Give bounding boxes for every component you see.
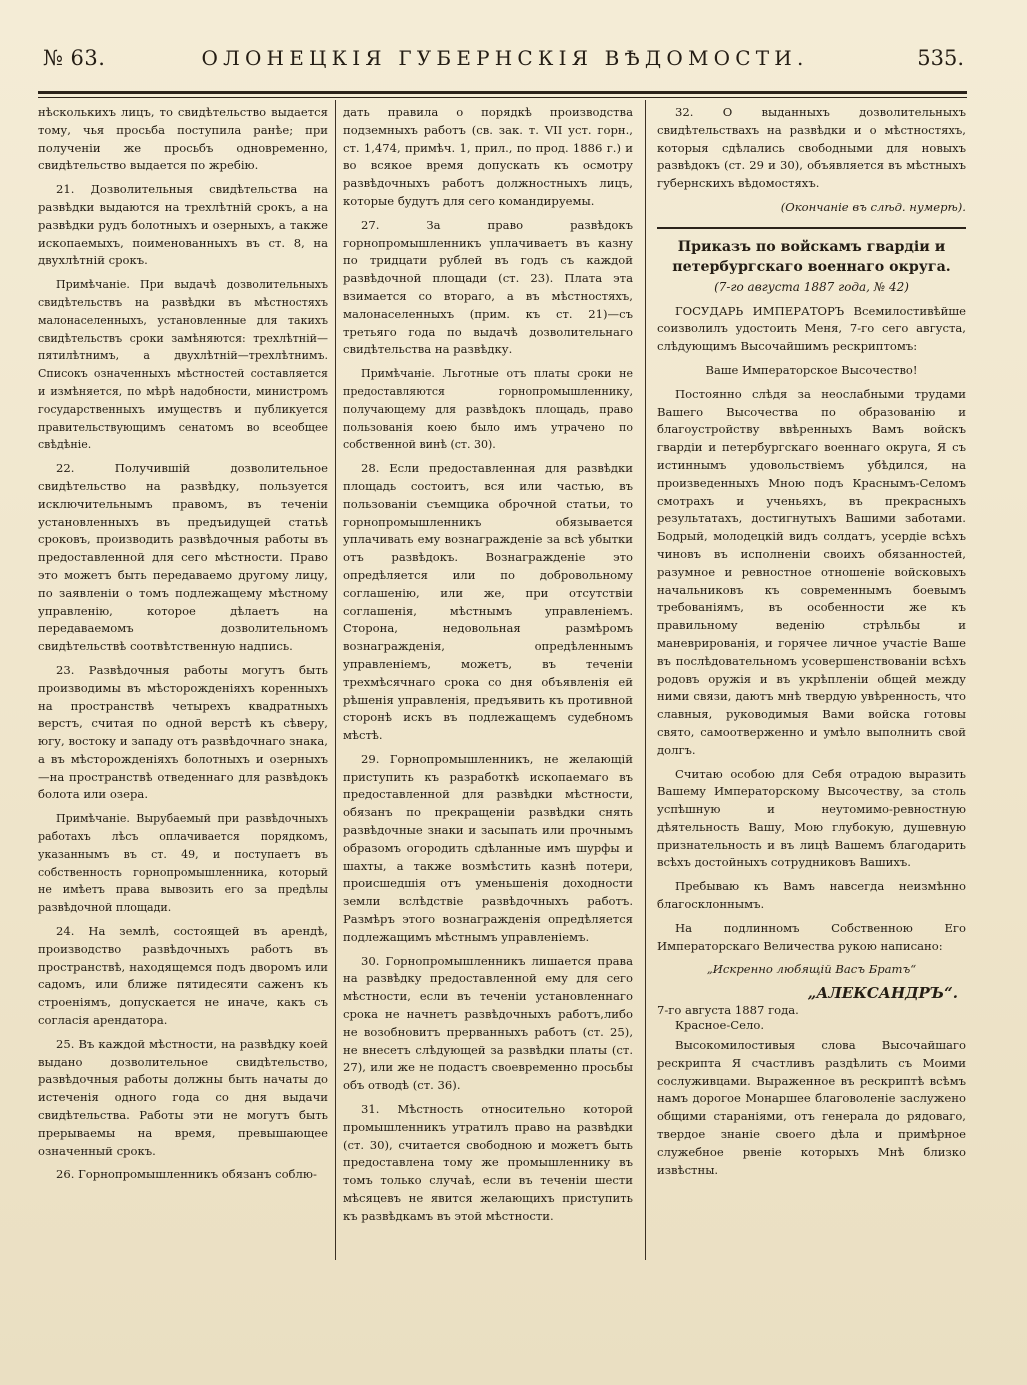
rescript-place: Красное-Село.: [675, 1018, 765, 1033]
paragraph: нѣсколькихъ лицъ, то свидѣтельство выдается тому, чья просьба поступила ранѣе; при полученіи же просьбъ одновременно, свидѣтельство выдается по жребію.: [38, 105, 328, 173]
article-28: 28. Если предоставленная для развѣдки площадь состоитъ, вся или частью, въ пользованіи съемщика оброчной статьи, то горнопромышленникъ обязывается уплачивать ему вознагражденіе за всѣ убытки отъ развѣдокъ. Вознагражденіе это опредѣляется или по добровольному соглашенію, или же, при отсутствіи соглашенія, мѣстнымъ управленіемъ. Сторона, недовольная размѣромъ вознагражденія, опредѣленнымъ управленіемъ, можетъ, въ теченіи трехмѣсячнаго срока со дня объявленія ей рѣшенія управленія, предъявить къ противной сторонѣ искъ въ подлежащемъ судебномъ мѣстѣ.: [343, 461, 633, 743]
note-21: Примѣчаніе. При выдачѣ дозволительныхъ свидѣтельствъ на развѣдки въ мѣстностяхъ малонаселенныхъ, установленные для такихъ свидѣтельствъ сроки замѣняются: трехлѣтній—пятилѣтнимъ, а двухлѣтній—трехлѣтнимъ. Списокъ означенныхъ мѣстностей составляется и измѣняется, по мѣрѣ надобности, министромъ государственныхъ имуществъ и публикуется правительствующимъ сенатомъ во всеобщее свѣдѣніе.: [38, 278, 328, 452]
rescript-paragraph: Пребываю къ Вамъ навсегда неизмѣнно благосклоннымъ.: [657, 879, 966, 912]
column-3: [657, 104, 966, 1185]
signature-line: „Искренно любящій Васъ Братъ“: [706, 962, 917, 977]
section-separator: [657, 227, 966, 229]
column-1: [38, 104, 328, 1190]
rescript-date: 7-го августа 1887 года.: [657, 1003, 799, 1018]
article-24: 24. На землѣ, состоящей въ арендѣ, производство развѣдочныхъ работъ въ пространствѣ, находящемся подъ дворомъ или садомъ, или ближе пятидесяти саженъ къ строеніямъ, допускается не иначе, какъ съ согласія арендатора.: [38, 924, 328, 1028]
column-2: [343, 104, 633, 1232]
column-divider: [645, 100, 646, 1260]
signature-name: „АЛЕКСАНДРЪ“.: [807, 984, 958, 1003]
article-30: 30. Горнопромышленникъ лишается права на развѣдку предоставленной ему для сего мѣстности, если въ теченіи установленнаго срока не начнетъ развѣдочныхъ работъ,либо не возобновитъ прерванныхъ работъ (ст. 25), не внесетъ слѣдующей за развѣдки платы (ст. 27), или же не подастъ своевременно просьбы объ отводѣ (ст. 36).: [343, 953, 633, 1093]
article-31: 31. Мѣстность относительно которой промышленникъ утратилъ право на развѣдки (ст. 30), считается свободною и можетъ быть предоставлена тому же промышленнику въ томъ только случаѣ, если въ теченіи шести мѣсяцевъ не явится желающихъ приступить къ развѣдкамъ въ этой мѣстности.: [343, 1102, 633, 1223]
header-rule: [38, 91, 967, 94]
salutation: Ваше Императорское Высочество!: [705, 362, 918, 377]
rescript-paragraph: Постоянно слѣдя за неослабными трудами Вашего Высочества по образованію и благоустройству ввѣренныхъ Вамъ войскъ гвардіи и петербургскаго военнаго округа, Я съ истиннымъ удовольствіемъ убѣдился, на произведенныхъ Мною подъ Краснымъ-Селомъ смотрахъ и ученьяхъ, въ прекрасныхъ результатахъ, достигнутыхъ Вашими заботами. Бодрый, молодецкій видъ солдатъ, усердіе всѣхъ чиновъ въ исполненіи своихъ обязанностей, разумное и ревностное отношеніе войсковыхъ начальниковъ къ современнымъ боевымъ требованіямъ, въ особенности же къ правильному веденію стрѣльбы и маневрированія, и горячее личное участіе Ваше въ послѣдовательномъ усовершенствованіи всѣхъ родовъ оружія и въ укрѣпленіи общей между ними связи, даютъ мнѣ твердую увѣренность, что славныя, руководимыя Вами войска готовы свято, самоотверженно и умѣло выполнить свой долгъ.: [657, 386, 966, 757]
order-heading: Приказъ по войскамъ гвардіи и петербургскаго военнаго округа.: [672, 238, 951, 275]
paragraph: дать правила о порядкѣ производства подземныхъ работъ (св. зак. т. VII уст. горн., ст. 1,474, примѣч. 1, прил., по прод. 1886 г.) и во всякое время допускать къ осмотру развѣдочныхъ работъ должностныхъ лицъ, которые будутъ для сего командируемы.: [343, 105, 633, 208]
article-23: 23. Развѣдочныя работы могутъ быть производимы въ мѣсторожденіяхъ коренныхъ на пространствѣ четырехъ квадратныхъ верстъ, считая по одной верстѣ къ сѣверу, югу, востоку и западу отъ развѣдочнаго знака, а въ мѣсторожденіяхъ болотныхъ и озерныхъ—на пространствѣ отведеннаго для развѣдокъ болота или озера.: [38, 662, 328, 802]
article-21: 21. Дозволительныя свидѣтельства на развѣдки выдаются на трехлѣтній срокъ, а на развѣдки рудъ болотныхъ и озерныхъ, а также ископаемыхъ, поименованныхъ въ ст. 8, на двухлѣтній срокъ.: [38, 182, 328, 268]
signed-note: На подлинномъ Собственною Его Императорскаго Величества рукою написано:: [657, 920, 966, 953]
issue-number: № 63.: [43, 46, 106, 70]
page-number: 535.: [917, 46, 964, 70]
article-22: 22. Получившій дозволительное свидѣтельство на развѣдку, пользуется исключительнымъ правомъ, въ теченіи установленныхъ въ предъидущей статьѣ сроковъ, производить развѣдочныя работы въ предоставленной для сего мѣстности. Право это можетъ быть передаваемо другому лицу, по заявленіи о томъ подлежащему мѣстному управленію, которое дѣлаетъ на передаваемомъ дозволительномъ свидѣтельствѣ соотвѣтственную надпись.: [38, 461, 328, 654]
order-intro: ГОСУДАРЬ ИМПЕРАТОРЪ Всемилостивѣйше соизволилъ удостоить Меня, 7-го сего августа, слѣдующимъ Высочайшимъ рескриптомъ:: [657, 303, 966, 354]
article-32: 32. О выданныхъ дозволительныхъ свидѣтельствахъ на развѣдки и о мѣстностяхъ, которыя сдѣлались свободными для новыхъ развѣдокъ (ст. 29 и 30), объявляется въ мѣстныхъ губернскихъ вѣдомостяхъ.: [657, 105, 966, 191]
article-27: 27. За право развѣдокъ горнопромышленникъ уплачиваетъ въ казну по тридцати рублей въ годъ съ каждой развѣдочной площади (ст. 23). Плата эта взимается со втораго, а въ мѣстностяхъ, малонаселенныхъ (прим. къ ст. 21)—съ третьяго года по выдачѣ дозволительнаго свидѣтельства на развѣдку.: [343, 217, 633, 357]
page-header: [38, 46, 967, 76]
article-26-start: 26. Горнопромышленникъ обязанъ соблю-: [56, 1167, 317, 1182]
article-29: 29. Горнопромышленникъ, не желающій приступить къ разработкѣ ископаемаго въ предоставленной для развѣдки мѣстности, обязанъ по прекращеніи развѣдки снять развѣдочные знаки и засыпать или прочнымъ образомъ огородить сдѣланные имъ шурфы и шахты, а также возмѣстить казнѣ потери, происшедшія отъ уменьшенія доходности земли вслѣдствіе развѣдочныхъ работъ. Размѣръ этого вознагражденія опредѣляется подлежащимъ мѣстнымъ управленіемъ.: [343, 751, 633, 944]
closing-paragraph: Высокомилостивыя слова Высочайшаго рескрипта Я счастливъ раздѣлить съ Моими сослуживцами. Выраженное въ рескриптѣ всѣмъ намъ дорогое Монаршее благоволеніе заслужено общими стараніями, отъ генерала до рядоваго, твердое знаніе своего дѣла и примѣрное служебное рвеніе которыхъ Мнѣ близко извѣстны.: [657, 1038, 966, 1177]
rescript-paragraph: Считаю особою для Себя отрадою выразить Вашему Императорскому Высочеству, за столь успѣшную и неутомимо-ревностную дѣятельность Вашу, Мою глубокую, душевную признательность и въ лицѣ Вашемъ благодарить всѣхъ достойныхъ сотрудниковъ Вашихъ.: [657, 766, 966, 870]
article-25: 25. Въ каждой мѣстности, на развѣдку коей выдано дозволительное свидѣтельство, развѣдочныя работы должны быть начаты до истеченія одного года со дня выдачи свидѣтельства. Работы эти не могутъ быть прерываемы на время, превышающее означенный срокъ.: [38, 1036, 328, 1158]
header-rule-thin: [38, 97, 967, 98]
column-divider: [335, 100, 336, 1260]
continued-note: (Окончаніе въ слѣд. нумерѣ).: [780, 199, 966, 214]
order-subheading: (7-го августа 1887 года, № 42): [714, 279, 909, 294]
note-27: Примѣчаніе. Льготные отъ платы сроки не предоставляются горнопромышленнику, получающему для развѣдокъ площадь, право пользованія коею было имъ утрачено по собственной винѣ (ст. 30).: [343, 367, 633, 452]
newspaper-title: ОЛОНЕЦКІЯ ГУБЕРНСКІЯ ВѢДОМОСТИ.: [201, 46, 809, 70]
note-23: Примѣчаніе. Вырубаемый при развѣдочныхъ работахъ лѣсъ оплачивается порядкомъ, указаннымъ въ ст. 49, и поступаетъ въ собственность горнопромышленника, который не имѣетъ права вывозить его за предѣлы развѣдочной площади.: [38, 812, 328, 915]
